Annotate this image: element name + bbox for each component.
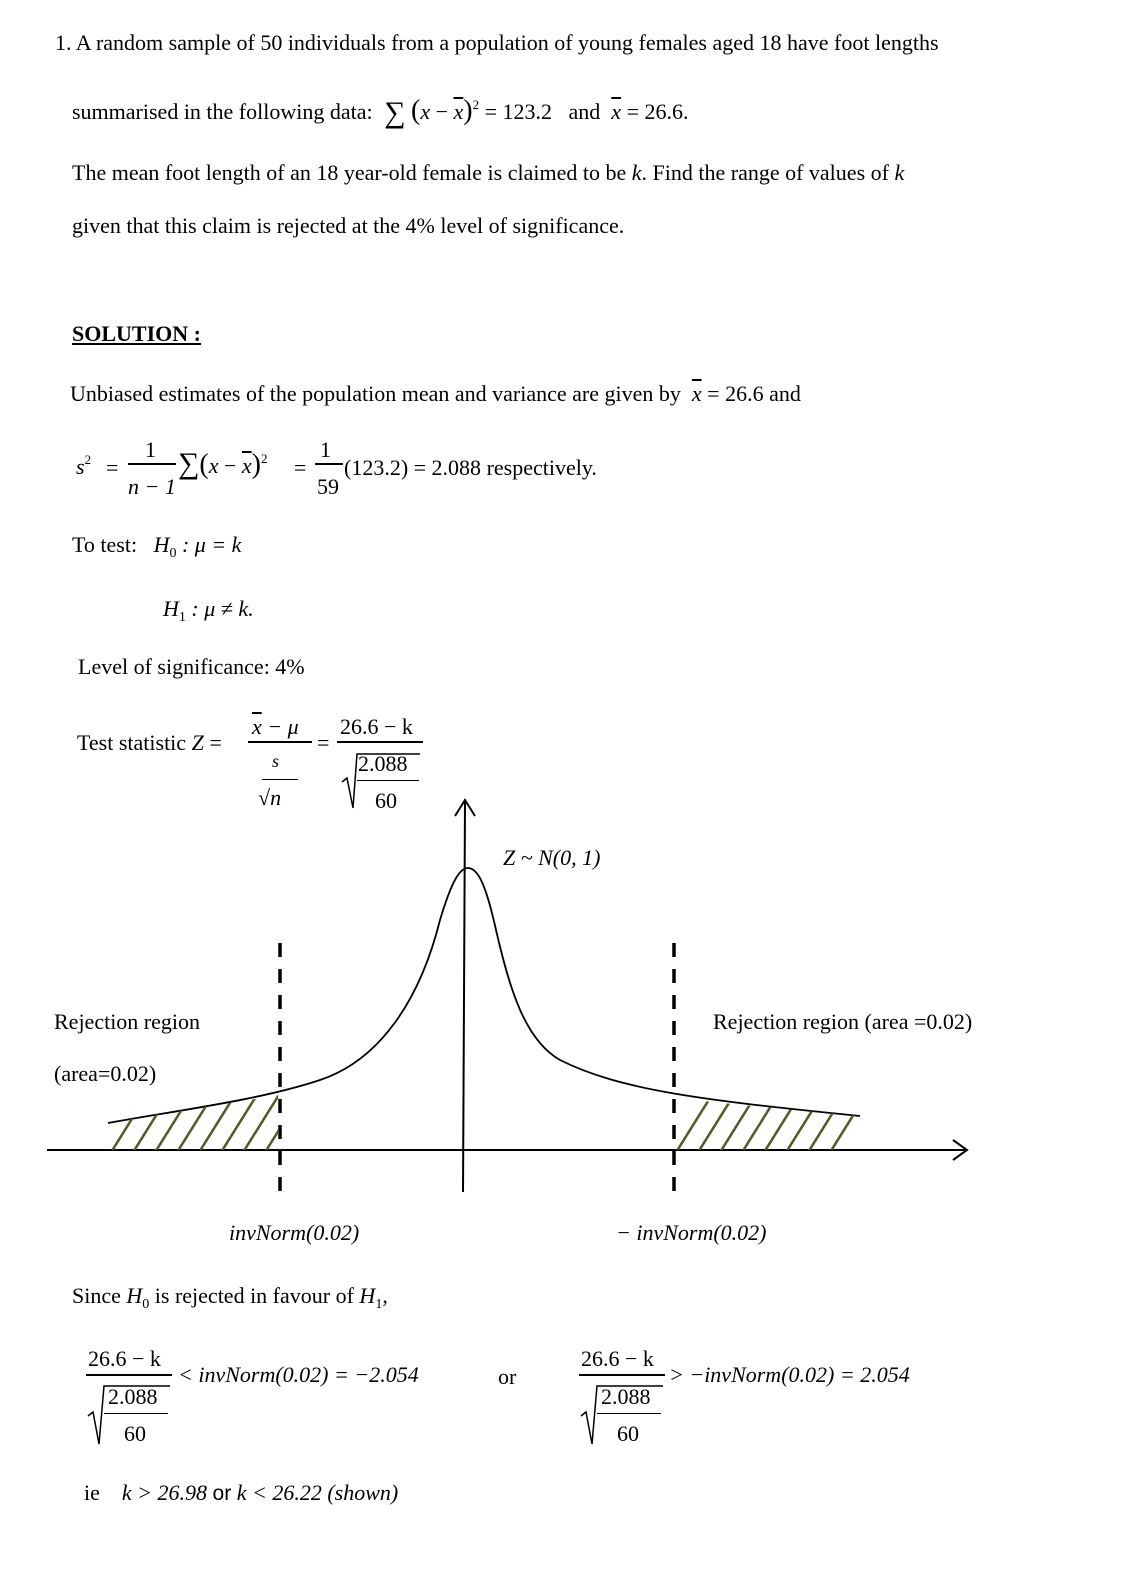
ie-text: ie (84, 1480, 100, 1505)
s2-denom-2: 59 (317, 474, 339, 499)
ts-denom-top: s (272, 751, 280, 771)
question-line-2: summarised in the following data: ∑ $(x - \overline{x})^2 = 123.2$ and $\overline{x} = 26.6$. (72, 95, 689, 129)
question-text-2: summarised in the following data: (72, 99, 373, 124)
s2-result: (123.2) = 2.088 (344, 455, 482, 480)
h0-text: : μ = k (181, 532, 242, 557)
question-text-1: A random sample of 50 individuals from a population of young females aged 18 have foot lengths (75, 30, 939, 55)
to-test-label: To test: (72, 532, 138, 557)
xbar-var: $\overline{x}$ (453, 99, 464, 124)
question-text-3: The mean foot length of an 18 year-old female is claimed to be (72, 160, 627, 185)
hypothesis-h1: $H_1$ : μ ≠ k. (163, 596, 254, 625)
question-text-3b: . Find the range of values of (641, 160, 889, 185)
ineq2-frac-top: 2.088 (601, 1384, 651, 1409)
ineq2-numer: 26.6 − k (581, 1346, 654, 1371)
h1-text: : μ ≠ k. (191, 596, 254, 621)
ineq1-frac-top: 2.088 (108, 1384, 158, 1409)
conclusion-k1: k > 26.98 (121, 1480, 208, 1505)
ineq2-frac-bottom: 60 (617, 1421, 639, 1446)
xbar-var-3: $\overline{x}$ (691, 381, 702, 406)
ineq1-numer: 26.6 − k (88, 1346, 161, 1371)
s2-numer: 1 (145, 437, 156, 462)
x-var: x (420, 99, 431, 124)
k-var: k (631, 160, 642, 185)
s2-sum: $\sum(x - \overline{x})^2$ (178, 447, 268, 480)
equals-1: = (106, 455, 119, 480)
respectively-text: respectively. (486, 455, 597, 480)
left-critical-label: invNorm(0.02) (229, 1220, 360, 1245)
since-line: Since $H_0$ is rejected in favour of $H_1$, (72, 1283, 388, 1312)
hypothesis-h0: To test: $H_0$ : μ = k (72, 532, 242, 561)
ts-denom-2-top: 2.088 (358, 751, 408, 776)
conclusion-line (84, 1480, 398, 1506)
test-stat-line: Test statistic Z = (77, 730, 222, 755)
test-stat-label: Test statistic (77, 730, 187, 755)
right-region-label: Rejection region (area =0.02) (713, 1009, 973, 1034)
ineq1-rhs: < invNorm(0.02) = −2.054 (178, 1362, 419, 1387)
left-region-label: Rejection region (54, 1009, 201, 1034)
xbar-value: = 26.6. (626, 99, 689, 124)
question-number: 1. (55, 30, 72, 55)
ineq1-frac-bottom: 60 (124, 1421, 146, 1446)
solution-heading: SOLUTION : (72, 321, 201, 346)
since-middle: is rejected in favour of (154, 1283, 354, 1308)
xbar-var-2: $\overline{x}$ (611, 99, 622, 124)
and-text: and (568, 99, 601, 124)
ts-denom-bottom: √n (258, 785, 282, 810)
estimates-text: Unbiased estimates of the population mean and variance are given by (70, 381, 681, 406)
ineq2-rhs: > −invNorm(0.02) = 2.054 (669, 1362, 910, 1387)
s2-numer-2: 1 (320, 437, 331, 462)
since-prefix: Since (72, 1283, 121, 1308)
left-region-area: (area=0.02) (54, 1061, 157, 1086)
s2-denom: n − 1 (128, 474, 176, 499)
paren-open: ( (411, 95, 421, 126)
question-line-4: given that this claim is rejected at the 4% level of significance. (72, 213, 625, 238)
ts-numer-1: $\overline{x} - \mu$ (252, 714, 299, 739)
equals-2: = (294, 455, 307, 480)
conclusion-k2: k < 26.22 (shown) (236, 1480, 399, 1505)
s-squared: $s^2$ (76, 452, 92, 479)
distribution-label: Z ~ N(0, 1) (503, 845, 601, 870)
k-var-2: k (894, 160, 905, 185)
xbar-eq: = 26.6 and (707, 381, 801, 406)
ts-denom-2-bottom: 60 (375, 788, 397, 813)
equals-3: = (317, 730, 330, 755)
right-critical-label: − invNorm(0.02) (616, 1220, 767, 1245)
conclusion-or: or (212, 1482, 232, 1505)
sum-value: = 123.2 (484, 99, 553, 124)
or-text: or (498, 1364, 517, 1389)
ts-numer-2: 26.6 − k (340, 714, 413, 739)
level-line: Level of significance: 4% (78, 654, 305, 679)
sigma-symbol: ∑ (384, 96, 406, 129)
